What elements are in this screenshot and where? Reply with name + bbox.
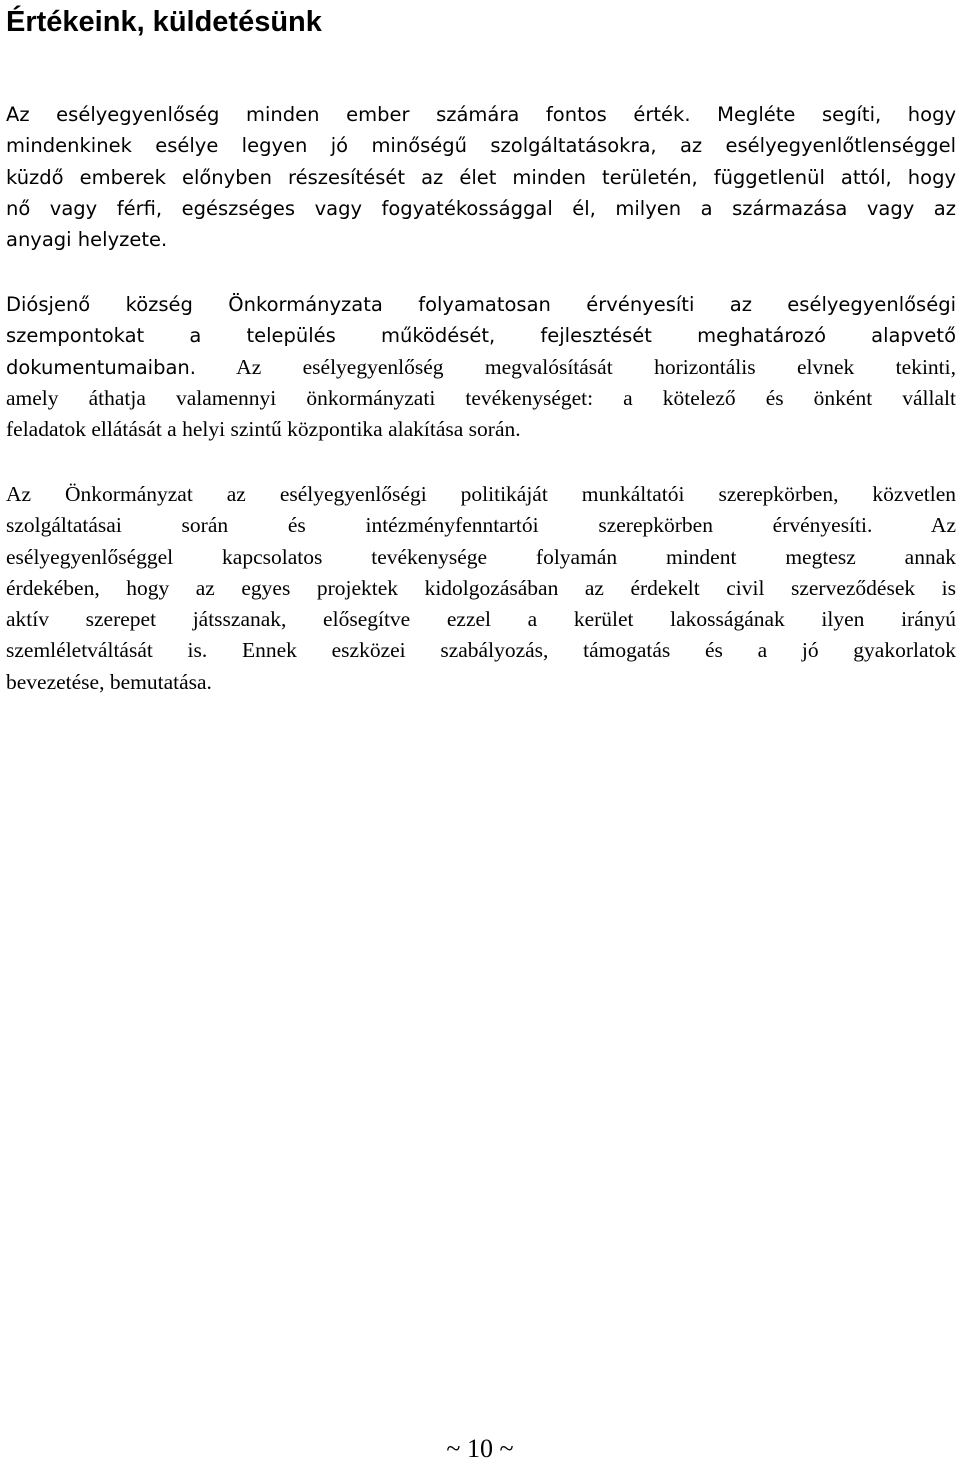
paragraph-line: érdekében, hogy az egyes projektek kidolgozásában az érdekelt civil szerveződések is (6, 575, 956, 600)
paragraph-values (6, 99, 956, 255)
paragraph-line: amely áthatja valamennyi önkormányzati tevékenységet: a kötelező és önként vállalt (6, 385, 956, 410)
paragraph-line-part: dokumentumaiban. (6, 355, 196, 379)
page-number: ~ 10 ~ (446, 1434, 514, 1463)
paragraph-line: anyagi helyzete. (6, 228, 168, 252)
paragraph-line: nő vagy férfi, egészséges vagy fogyatékossággal él, milyen a származása vagy az (6, 196, 956, 220)
paragraph-line: Az Önkormányzat az esélyegyenlőségi politikáját munkáltatói szerepkörben, közvetlen (6, 482, 956, 506)
paragraph-line: aktív szerepet játsszanak, elősegítve ezzel a kerület lakosságának ilyen irányú (6, 607, 956, 632)
paragraph-line (6, 352, 956, 383)
page-heading: Értékeink, küldetésünk (6, 6, 322, 38)
paragraph-line: Diósjenő község Önkormányzata folyamatosan érvényesíti az esélyegyenlőségi (6, 293, 956, 316)
paragraph-line: küzdő emberek előnyben részesítését az élet minden területén, függetlenül attól, hogy (6, 165, 956, 189)
paragraph-line: Az esélyegyenlőség minden ember számára fontos érték. Megléte segíti, hogy (6, 103, 956, 126)
paragraph-line: mindenkinek esélye legyen jó minőségű szolgáltatásokra, az esélyegyenlőtlenséggel (6, 134, 956, 158)
paragraph-municipality (6, 289, 956, 445)
paragraph-line-part: Az esélyegyenlőség megvalósítását horizontális elvnek tekinti, (195, 354, 956, 379)
paragraph-line: szempontokat a település működését, fejlesztését meghatározó alapvető (6, 324, 956, 348)
paragraph-line: bevezetése, bemutatása. (6, 669, 212, 694)
paragraph-line: szemléletváltását is. Ennek eszközei szabályozás, támogatás és a jó gyakorlatok (6, 638, 956, 663)
paragraph-line: esélyegyenlőséggel kapcsolatos tevékenysége folyamán mindent megtesz annak (6, 544, 956, 569)
paragraph-line: szolgáltatásai során és intézményfenntartói szerepkörben érvényesíti. Az (6, 513, 956, 538)
paragraph-line: feladatok ellátását a helyi szintű központika alakítása során. (6, 417, 521, 442)
paragraph-policy (6, 479, 956, 698)
